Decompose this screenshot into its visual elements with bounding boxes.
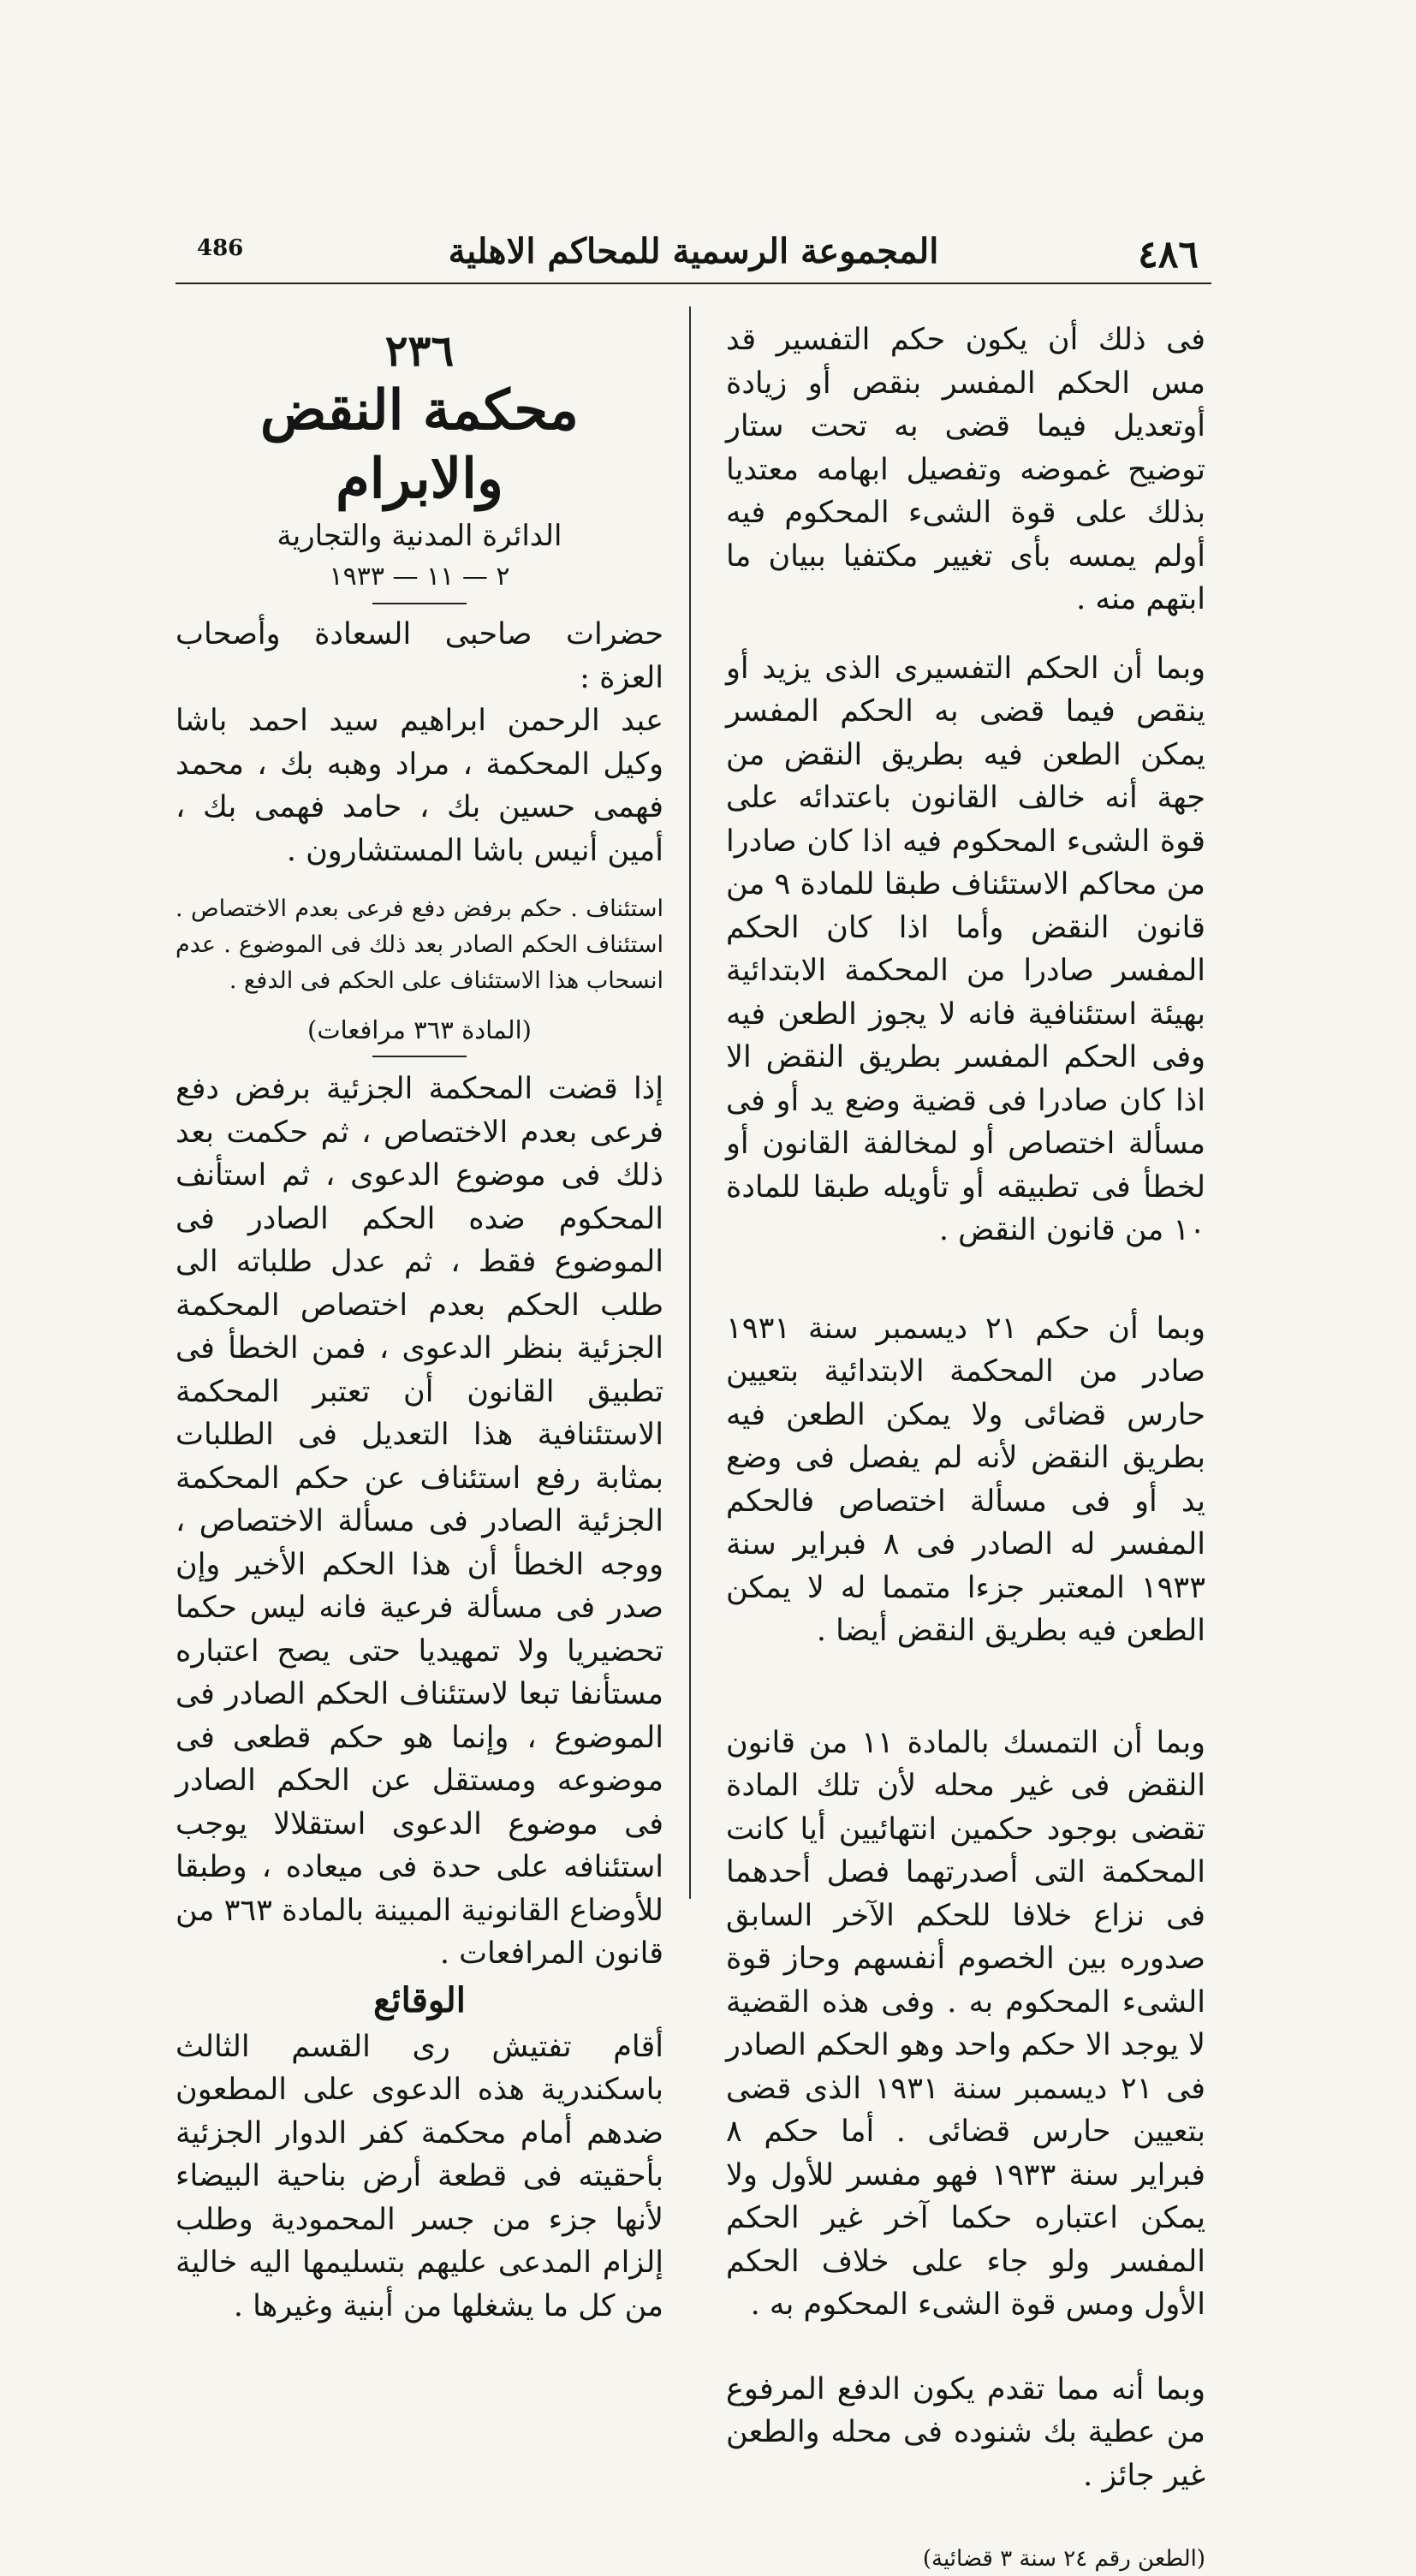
judges-block bbox=[176, 613, 663, 872]
case-citation: (الطعن رقم ٢٤ سنة ٣ قضائية) bbox=[922, 2546, 1205, 2572]
running-title: المجموعة الرسمية للمحاكم الاهلية bbox=[448, 231, 939, 271]
header-rule bbox=[176, 283, 1211, 284]
case-number: ٢٣٦ bbox=[384, 325, 455, 376]
legal-principle: إذا قضت المحكمة الجزئية برفض دفع فرعى بعدم الاختصاص ، ثم حكمت بعد ذلك فى موضوع الدعوى ، ثم استأنف المحكوم ضده الحكم الصادر فى الموضوع فقط ، ثم عدل طلباته الى طلب الحكم بعدم اختصاص المحكمة الجزئية بنظر الدعوى ، فمن الخطأ فى تطبيق القانون أن تعتبر المحكمة الاستئنافية هذا التعديل فى الطلبات بمثابة رفع استئناف عن حكم المحكمة الجزئية الصادر فى مسألة الاختصاص ، ووجه الخطأ أن هذا الحكم الأخير وإن صدر فى مسألة فرعية فانه ليس حكما تحضيريا ولا تمهيديا حتى يصح اعتباره مستأنفا تبعا لاستئناف الحكم الصادر فى الموضوع ، وإنما هو حكم قطعى فى موضوعه ومستقل عن الحكم الصادر فى موضوع الدعوى استقلالا يوجب استئنافه على حدة فى ميعاده ، وطبقا للأوضاع القانونية المبينة بالمادة ٣٦٣ من قانون المرافعات . bbox=[176, 1072, 663, 1971]
page-number-arabic: ٤٨٦ bbox=[1138, 233, 1199, 277]
facts-heading: الوقائع bbox=[373, 1979, 466, 2020]
page-header bbox=[171, 231, 1216, 283]
court-name: محكمة النقض والابرام bbox=[260, 378, 579, 511]
paragraph: وبما أن حكم ٢١ ديسمبر سنة ١٩٣١ صادر من المحكمة الابتدائية بتعيين حارس قضائى ولا يمكن الطعن فيه بطريق النقض لأنه لم يفصل فى وضع يد أو فى مسألة اختصاص فالحكم المفسر له الصادر فى ٨ فبراير سنة ١٩٣٣ المعتبر جزءا متمما له لا يمكن الطعن فيه بطريق النقض أيضا . bbox=[726, 1311, 1206, 1648]
circuit-name: الدائرة المدنية والتجارية bbox=[277, 519, 562, 553]
column-divider bbox=[689, 306, 691, 1899]
case-summary: استئناف . حكم برفض دفع فرعى بعدم الاختصاص . استئناف الحكم الصادر بعد ذلك فى الموضوع . عدم انسحاب هذا الاستئناف على الحكم فى الدفع . bbox=[176, 895, 663, 994]
facts-paragraph: أقام تفتيش رى القسم الثالث باسكندرية هذه الدعوى على المطعون ضدهم أمام محكمة كفر الدوار الجزئية بأحقيته فى قطعة أرض بناحية البيضاء لأنها جزء من جسر المحمودية وطلب إلزام المدعى عليهم بتسليمها اليه خالية من كل ما يشغلها من أبنية وغيرها . bbox=[176, 2029, 663, 2323]
section-rule bbox=[372, 1056, 467, 1057]
session-date: ٢ — ١١ — ١٩٣٣ bbox=[329, 562, 510, 592]
paragraph: وبما أن الحكم التفسيرى الذى يزيد أو ينقص فيما قضى به الحكم المفسر يمكن الطعن فيه بطريق النقض من جهة أنه خالف القانون باعتدائه على قوة الشىء المحكوم فيه اذا كان صادرا من محاكم الاستئناف طبقا للمادة ٩ من قانون النقض وأما اذا كان الحكم المفسر صادرا من المحكمة الابتدائية بهيئة استئنافية فانه لا يجوز الطعن فيه وفى الحكم المفسر بطريق النقض الا اذا كان صادرا فى قضية وضع يد أو فى مسألة اختصاص أو لمخالفة القانون أو لخطأ فى تطبيقه أو تأويله طبقا للمادة ١٠ من قانون النقض . bbox=[726, 651, 1205, 1247]
page-number-latin: 486 bbox=[197, 235, 244, 261]
paragraph: فى ذلك أن يكون حكم التفسير قد مس الحكم المفسر بنقص أو زيادة أوتعديل فيما قضى به تحت ستار توضيح غموضه وتفصيل ابهامه معتديا بذلك على قوة الشىء المحكوم فيه أولم يمسه بأى تغيير مكتفيا ببيان ما ابتهم منه . bbox=[726, 323, 1205, 616]
judges-intro: حضرات صاحبى السعادة وأصحاب العزة : bbox=[176, 617, 663, 695]
paragraph: وبما أنه مما تقدم يكون الدفع المرفوع من عطية بك شنوده فى محله والطعن غير جائز . bbox=[726, 2371, 1205, 2493]
right-column bbox=[726, 318, 1205, 2576]
section-rule bbox=[372, 603, 467, 604]
left-column bbox=[176, 325, 663, 2328]
paragraph: وبما أن التمسك بالمادة ١١ من قانون النقض فى غير محله لأن تلك المادة تقضى بوجود حكمين انتهائيين أيا كانت المحكمة التى أصدرتهما فصل أحدهما فى نزاع خلافا للحكم الآخر السابق صدوره بين الخصوم أنفسهم وحاز قوة الشىء المحكوم به . وفى هذه القضية لا يوجد الا حكم واحد وهو الحكم الصادر فى ٢١ ديسمبر سنة ١٩٣١ الذى قضى بتعيين حارس قضائى . أما حكم ٨ فبراير سنة ١٩٣٣ فهو مفسر للأول ولا يمكن اعتباره حكما آخر غير الحكم المفسر ولو جاء على خلاف الحكم الأول ومس قوة الشىء المحكوم به . bbox=[726, 1725, 1205, 2322]
article-reference: (المادة ٣٦٣ مرافعات) bbox=[307, 1015, 532, 1044]
judges-names: عبد الرحمن ابراهيم سيد احمد باشا وكيل المحكمة ، مراد وهبه بك ، محمد فهمى حسين بك ، حامد فهمى بك ، أمين أنيس باشا المستشارون . bbox=[176, 704, 663, 868]
